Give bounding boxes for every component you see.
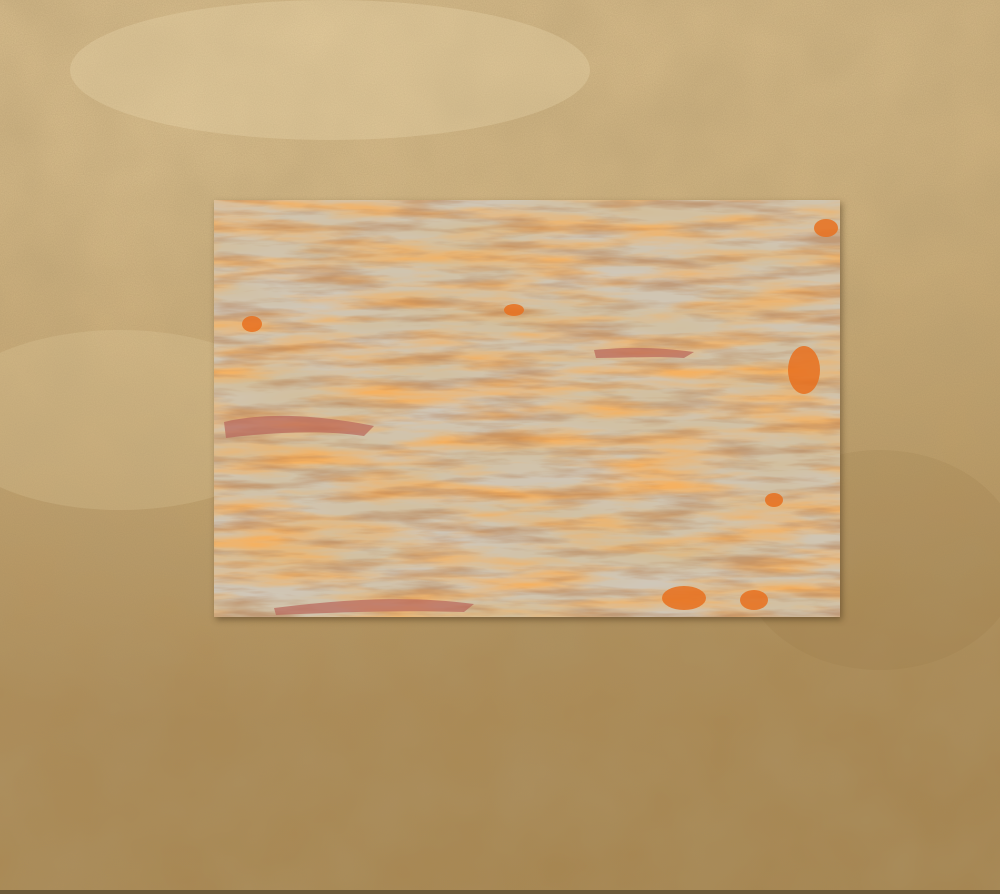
rust-artwork-panel [214, 200, 840, 617]
rust-artwork-image [214, 200, 840, 617]
bottom-edge [0, 890, 1000, 894]
